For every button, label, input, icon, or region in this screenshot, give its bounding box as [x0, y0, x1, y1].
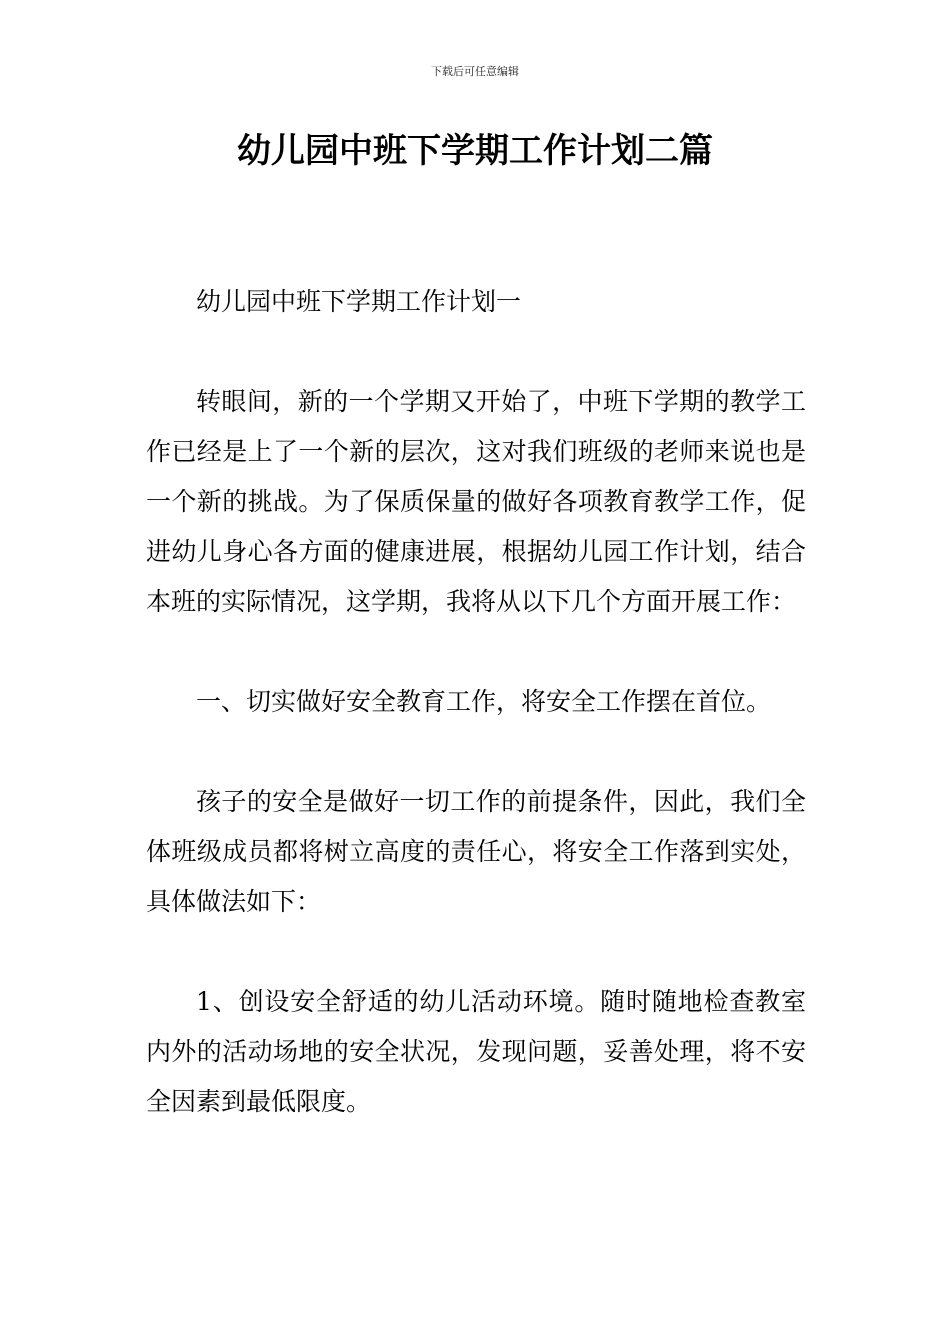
paragraph-safety-overview: 孩子的安全是做好一切工作的前提条件，因此，我们全体班级成员都将树立高度的责任心，将安全工作落到实处，具体做法如下：: [146, 787, 806, 916]
section-heading-safety: 一、切实做好安全教育工作，将安全工作摆在首位。: [196, 687, 772, 716]
section-title-plan-one: 幼儿园中班下学期工作计划一: [196, 287, 522, 316]
document-title: 幼儿园中班下学期工作计划二篇: [237, 131, 713, 171]
paragraph-safety-item-1: 1、创设安全舒适的幼儿活动环境。随时随地检查教室内外的活动场地的安全状况，发现问题，妥善处理，将不安全因素到最低限度。: [146, 987, 806, 1116]
document-body: [146, 277, 806, 1127]
paragraph-introduction: 转眼间，新的一个学期又开始了，中班下学期的教学工作已经是上了一个新的层次，这对我们班级的老师来说也是一个新的挑战。为了保质保量的做好各项教育教学工作，促进幼儿身心各方面的健康进展，根据幼儿园工作计划，结合本班的实际情况，这学期，我将从以下几个方面开展工作：: [146, 387, 806, 616]
header-note: 下载后可任意编辑: [431, 65, 519, 78]
